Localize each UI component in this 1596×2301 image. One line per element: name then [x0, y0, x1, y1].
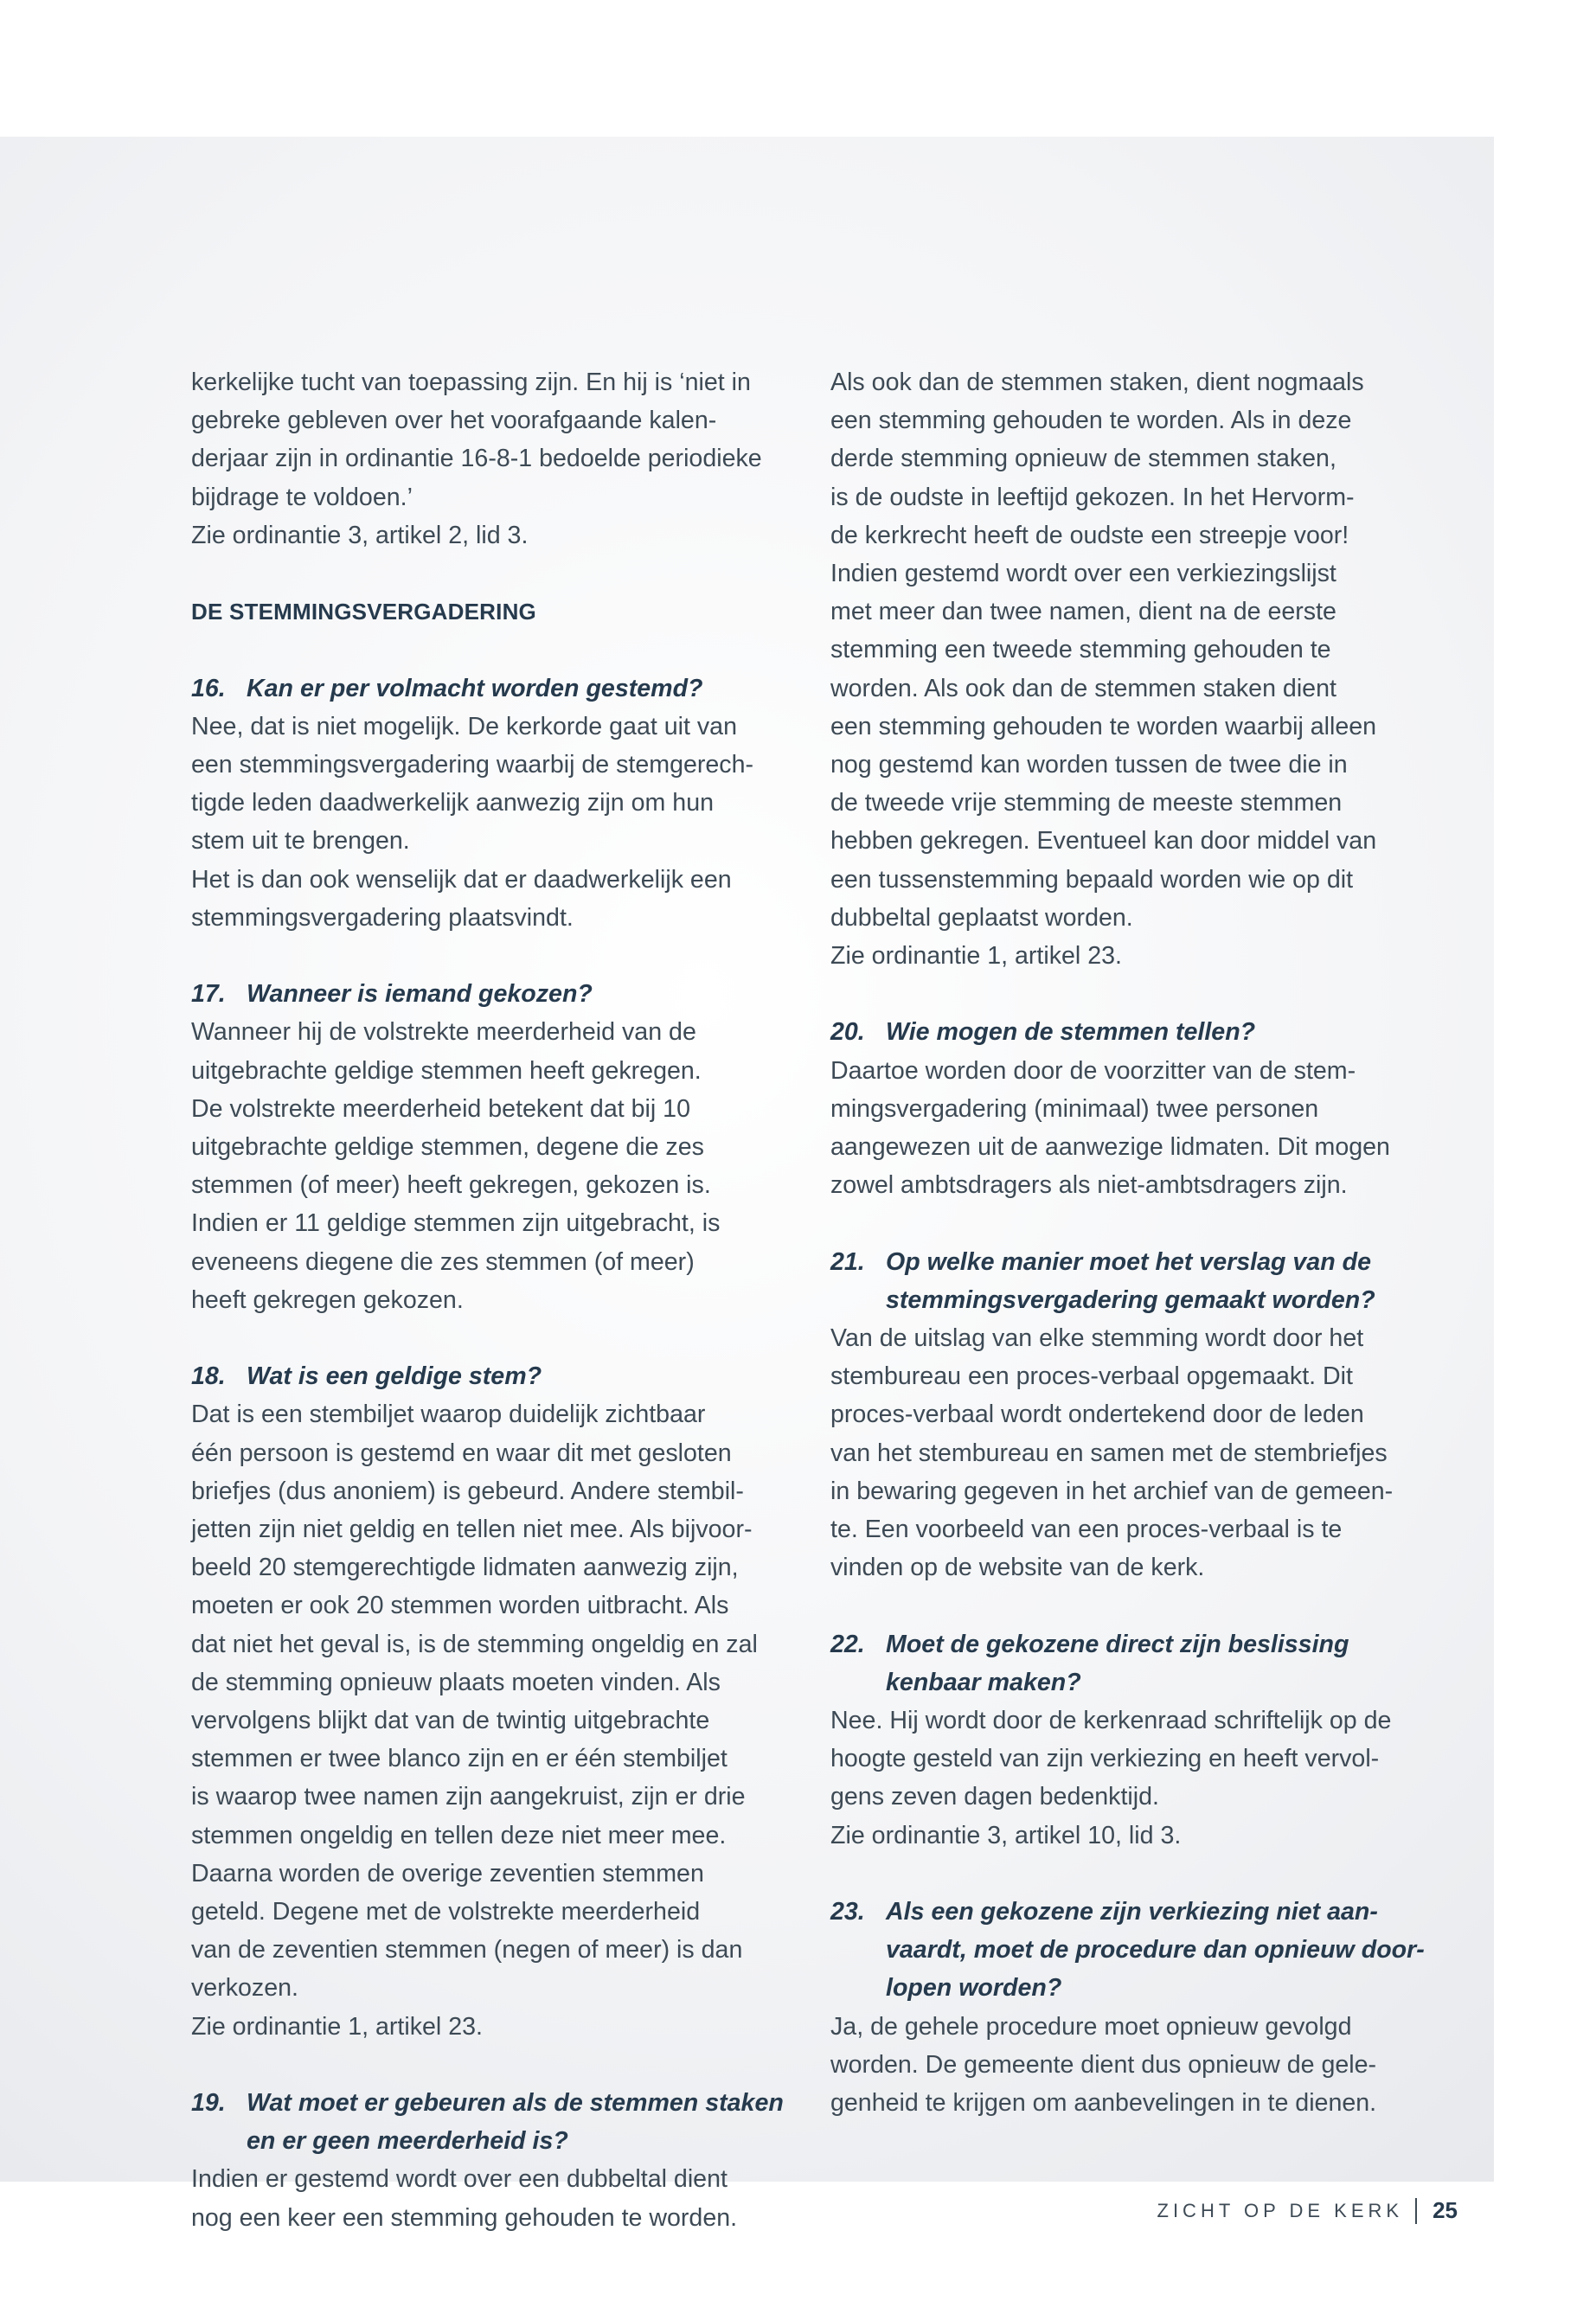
answer-line: Daarna worden de overige zeventien stemmen	[191, 1859, 704, 1888]
answer-line: aangewezen uit de aanwezige lidmaten. Dit mogen	[830, 1133, 1390, 1162]
text-line: met meer dan twee namen, dient na de eerste	[830, 598, 1336, 626]
answer-line: hoogte gesteld van zijn verkiezing en heeft vervol-	[830, 1745, 1380, 1773]
question-heading	[830, 1013, 1427, 1051]
question-text	[886, 1625, 1427, 1702]
answer-line: Dat is een stembiljet waarop duidelijk zichtbaar	[191, 1400, 706, 1429]
answer-line: Zie ordinantie 3, artikel 10, lid 3.	[830, 1821, 1182, 1849]
answer-line: vervolgens blijkt dat van de twintig uitgebrachte	[191, 1707, 710, 1735]
question-line: Moet de gekozene direct zijn beslissing	[886, 1630, 1349, 1658]
page-footer	[1157, 2197, 1458, 2224]
faq-item-16	[191, 670, 797, 937]
question-line: Als een gekozene zijn verkiezing niet aan-	[886, 1898, 1378, 1926]
answer-line: Daartoe worden door de voorzitter van de stem-	[830, 1056, 1356, 1085]
answer-line: gens zeven dagen bedenktijd.	[830, 1783, 1159, 1811]
question-heading	[830, 1243, 1427, 1319]
answer-line: van het stembureau en samen met de stembriefjes	[830, 1439, 1388, 1467]
answer-line: worden. De gemeente dient dus opnieuw de gele-	[830, 2050, 1377, 2079]
answer-line: vinden op de website van de kerk.	[830, 1554, 1205, 1582]
answer-line: uitgebrachte geldige stemmen heeft gekregen.	[191, 1056, 702, 1085]
text-line: Indien gestemd wordt over een verkiezingslijst	[830, 560, 1336, 588]
question-text	[886, 1893, 1427, 2008]
question-number: 23.	[830, 1898, 865, 1926]
text-line: een stemming gehouden te worden. Als in deze	[830, 407, 1352, 435]
question-heading	[191, 670, 797, 708]
text-line: een tussenstemming bepaald worden wie op dit	[830, 865, 1354, 894]
question-heading	[830, 1625, 1427, 1702]
answer-line: stemmen (of meer) heeft gekregen, gekozen is.	[191, 1171, 711, 1200]
continuation-text	[830, 363, 1427, 975]
text-line: stemming een tweede stemming gehouden te	[830, 636, 1331, 664]
answer-line: stembureau een proces-verbaal opgemaakt. Dit	[830, 1362, 1353, 1391]
question-number: 16.	[191, 674, 226, 702]
faq-item-21	[830, 1243, 1427, 1587]
question-line: Op welke manier moet het verslag van de	[886, 1247, 1371, 1276]
question-heading	[191, 1357, 797, 1395]
text-line: is de oudste in leeftijd gekozen. In het Hervorm-	[830, 483, 1355, 511]
answer-line: eveneens diegene die zes stemmen (of meer)	[191, 1247, 695, 1276]
question-text	[886, 1243, 1427, 1319]
question-line: lopen worden?	[886, 1974, 1062, 2003]
answer-line: stem uit te brengen.	[191, 827, 410, 856]
answer-line: briefjes (dus anoniem) is gebeurd. Andere stembil-	[191, 1477, 744, 1505]
answer-line: Van de uitslag van elke stemming wordt door het	[830, 1324, 1364, 1353]
answer-line: in bewaring gegeven in het archief van de gemeen-	[830, 1477, 1394, 1505]
text-line: Zie ordinantie 3, artikel 2, lid 3.	[191, 521, 529, 549]
answer-line: proces-verbaal wordt ondertekend door de leden	[830, 1400, 1364, 1429]
answer-line: Indien er gestemd wordt over een dubbeltal dient	[191, 2165, 727, 2194]
answer-line: jetten zijn niet geldig en tellen niet mee. Als bijvoor-	[191, 1516, 753, 1544]
question-number: 22.	[830, 1630, 865, 1658]
answer-line: Ja, de gehele procedure moet opnieuw gevolgd	[830, 2012, 1352, 2041]
answer-line: heeft gekregen gekozen.	[191, 1285, 464, 1314]
faq-item-18	[191, 1357, 797, 2046]
answer-line: stemmen er twee blanco zijn en er één stembiljet	[191, 1745, 727, 1773]
text-line: Zie ordinantie 1, artikel 23.	[830, 942, 1122, 971]
question-line: stemmingsvergadering gemaakt worden?	[886, 1285, 1375, 1314]
left-column	[191, 363, 797, 2237]
answer-line: Wanneer hij de volstrekte meerderheid van de	[191, 1018, 696, 1047]
question-line: en er geen meerderheid is?	[247, 2127, 568, 2156]
answer-line: Zie ordinantie 1, artikel 23.	[191, 2012, 483, 2041]
question-line: kenbaar maken?	[886, 1668, 1081, 1696]
answer-line: De volstrekte meerderheid betekent dat bij 10	[191, 1094, 690, 1123]
intro-text	[191, 363, 797, 554]
answer-line: van de zeventien stemmen (negen of meer) is dan	[191, 1936, 743, 1965]
question-text: Wat is een geldige stem?	[247, 1362, 542, 1391]
answer-line: geteld. Degene met de volstrekte meerderheid	[191, 1898, 701, 1926]
answer-line: zowel ambtsdragers als niet-ambtsdragers zijn.	[830, 1171, 1348, 1200]
answer-line: Nee. Hij wordt door de kerkenraad schriftelijk op de	[830, 1707, 1392, 1735]
text-line: bijdrage te voldoen.’	[191, 483, 413, 511]
answer-line: verkozen.	[191, 1974, 298, 2003]
answer-line: tigde leden daadwerkelijk aanwezig zijn om hun	[191, 789, 715, 817]
answer-line: mingsvergadering (minimaal) twee personen	[830, 1094, 1319, 1123]
text-line: de kerkrecht heeft de oudste een streepje voor!	[830, 521, 1349, 549]
question-number: 21.	[830, 1247, 865, 1276]
question-text: Wie mogen de stemmen tellen?	[886, 1018, 1256, 1047]
question-number: 19.	[191, 2089, 226, 2118]
answer-line: te. Een voorbeeld van een proces-verbaal is te	[830, 1516, 1343, 1544]
answer-line: uitgebrachte geldige stemmen, degene die zes	[191, 1133, 704, 1162]
question-heading	[191, 975, 797, 1013]
answer-line: moeten er ook 20 stemmen worden uitbracht. Als	[191, 1592, 729, 1620]
faq-item-22	[830, 1625, 1427, 1855]
question-number: 17.	[191, 980, 226, 1009]
answer-line: dat niet het geval is, is de stemming ongeldig en zal	[191, 1630, 758, 1658]
footer-divider	[1415, 2198, 1417, 2224]
answer-line: Indien er 11 geldige stemmen zijn uitgebracht, is	[191, 1209, 721, 1238]
question-text: Kan er per volmacht worden gestemd?	[247, 674, 703, 702]
page-number: 25	[1433, 2197, 1458, 2223]
question-number: 18.	[191, 1362, 226, 1391]
question-heading	[830, 1893, 1427, 2008]
faq-item-19	[191, 2084, 797, 2237]
text-line: de tweede vrije stemming de meeste stemmen	[830, 789, 1343, 817]
text-line: gebreke gebleven over het voorafgaande kalen-	[191, 407, 717, 435]
publication-name: ZICHT OP DE KERK	[1157, 2199, 1404, 2221]
question-text	[247, 2084, 797, 2160]
right-column	[830, 363, 1427, 2122]
answer-line: genheid te krijgen om aanbevelingen in te dienen.	[830, 2089, 1377, 2118]
answer-line: stemmen ongeldig en tellen deze niet meer mee.	[191, 1821, 727, 1849]
answer-line: nog een keer een stemming gehouden te worden.	[191, 2203, 738, 2232]
text-line: kerkelijke tucht van toepassing zijn. En hij is ‘niet in	[191, 369, 751, 396]
faq-item-23	[830, 1893, 1427, 2122]
text-line: dubbeltal geplaatst worden.	[830, 903, 1133, 932]
question-heading	[191, 2084, 797, 2160]
text-line: derjaar zijn in ordinantie 16-8-1 bedoelde periodieke	[191, 445, 762, 473]
text-line: derde stemming opnieuw de stemmen staken,	[830, 445, 1336, 473]
text-line: worden. Als ook dan de stemmen staken dient	[830, 674, 1336, 702]
section-heading: DE STEMMINGSVERGADERING	[191, 599, 536, 625]
answer-line: Nee, dat is niet mogelijk. De kerkorde gaat uit van	[191, 712, 737, 740]
question-line: Wat moet er gebeuren als de stemmen staken	[247, 2089, 784, 2118]
faq-item-17	[191, 975, 797, 1319]
answer-line: is waarop twee namen zijn aangekruist, zijn er drie	[191, 1783, 746, 1811]
answer-line: beeld 20 stemgerechtigde lidmaten aanwezig zijn,	[191, 1554, 739, 1582]
answer-line: één persoon is gestemd en waar dit met gesloten	[191, 1439, 732, 1467]
answer-line: stemmingsvergadering plaatsvindt.	[191, 903, 574, 932]
answer-line: Het is dan ook wenselijk dat er daadwerkelijk een	[191, 865, 732, 894]
text-line: Als ook dan de stemmen staken, dient nogmaals	[830, 369, 1364, 396]
question-line: vaardt, moet de procedure dan opnieuw door-	[886, 1936, 1425, 1965]
question-text: Wanneer is iemand gekozen?	[247, 980, 593, 1009]
text-line: nog gestemd kan worden tussen de twee die in	[830, 751, 1348, 779]
text-line: een stemming gehouden te worden waarbij alleen	[830, 712, 1377, 740]
answer-line: de stemming opnieuw plaats moeten vinden. Als	[191, 1668, 721, 1696]
answer-line: een stemmingsvergadering waarbij de stemgerech-	[191, 751, 754, 779]
faq-item-20	[830, 1013, 1427, 1204]
text-line: hebben gekregen. Eventueel kan door middel van	[830, 827, 1377, 856]
question-number: 20.	[830, 1018, 865, 1047]
